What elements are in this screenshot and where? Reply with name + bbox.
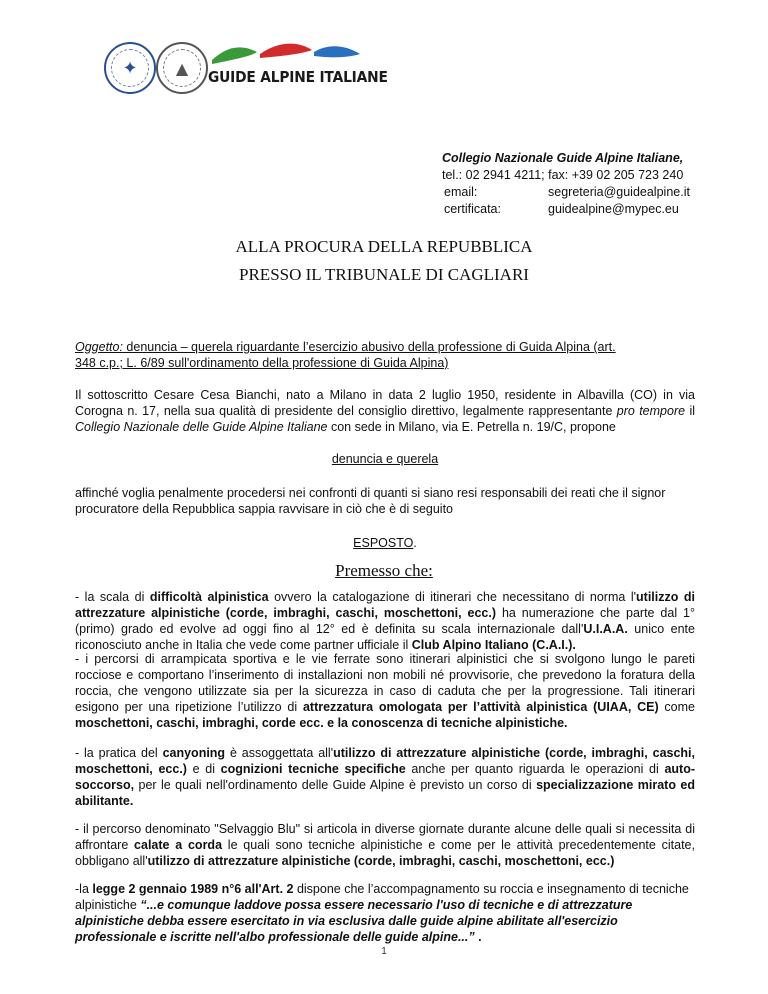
paragraph-arrampicata	[75, 651, 695, 731]
collegio-seal-icon: ✦	[104, 42, 156, 94]
email-row	[442, 184, 690, 201]
page-number: 1	[381, 946, 387, 957]
esposto-word: ESPOSTO	[353, 536, 414, 550]
email-value: segreteria@guidealpine.it	[548, 185, 690, 199]
premesso-heading	[0, 561, 768, 581]
intro-italic-collegio: Collegio Nazionale delle Guide Alpine Italiane	[75, 420, 328, 434]
p5-a: -la	[75, 882, 93, 896]
premesso-text: Premesso che:	[335, 561, 433, 580]
p3-e: e di	[186, 762, 221, 776]
paragraph-legge	[75, 881, 695, 945]
p1-b: difficoltà alpinistica	[149, 590, 269, 604]
p1-h: Club Alpino Italiano (C.A.I.).	[411, 638, 576, 652]
p3-b: canyoning	[162, 746, 226, 760]
recipient-line-2: PRESSO IL TRIBUNALE DI CAGLIARI	[239, 265, 529, 284]
paragraph-canyoning	[75, 745, 695, 809]
p3-d: utilizzo di attrezzature alpinistiche (corde, imbraghi, caschi, moschettoni, ecc.)	[75, 746, 696, 776]
p2-b: attrezzatura omologata per l’attività alpinistica (UIAA, CE)	[302, 700, 659, 714]
p5-d-quote: “...e comunque laddove possa essere necessario l'uso di tecniche e di attrezzature alpinistiche debba essere esercitato in via esclusiva dalle guide alpine abilitate all'esercizio professionale e iscritte nell'albo professionale delle guide alpine...”	[75, 898, 633, 944]
recipient-line-1: ALLA PROCURA DELLA REPUBBLICA	[235, 237, 533, 256]
p3-g: anche per quanto riguarda le operazioni di	[405, 762, 665, 776]
intro-italic-pro-tempore: pro tempore	[616, 404, 686, 418]
p2-d: moschettoni, caschi, imbraghi, corde ecc. e la conoscenza di tecniche alpinistiche.	[75, 716, 568, 730]
p1-f: U.I.A.A.	[583, 622, 628, 636]
esposto-dot: .	[413, 536, 417, 550]
org-name: Collegio Nazionale Guide Alpine Italiane,	[442, 151, 684, 165]
tricolor-wave-icon	[212, 40, 362, 66]
p1-e: ha numerazione che parte dal 1° (primo) grado ed evolve ad oggi fino al 12° ed è definita su scala internazionale dall'	[75, 606, 695, 636]
p1-c: ovvero la catalogazione di itinerari che necessitano di norma l'	[268, 590, 637, 604]
p1-a: - la scala di	[75, 590, 150, 604]
brand-name: GUIDE ALPINE ITALIANE	[208, 68, 388, 86]
paragraph-difficolta	[75, 589, 695, 653]
p4-b: calate a corda	[134, 838, 223, 852]
p1-d: utilizzo di attrezzature alpinistiche (corde, imbraghi, caschi, moschettoni, ecc.)	[75, 590, 695, 620]
p4-d: utilizzo di attrezzature alpinistiche (corde, imbraghi, caschi, moschettoni, ecc.)	[147, 854, 615, 868]
paragraph-selvaggio-blu	[75, 821, 695, 869]
p3-h: auto-soccorso,	[75, 762, 696, 792]
p5-c: dispone che l’accompagnamento su roccia e insegnamento di tecniche alpinistiche	[75, 882, 689, 912]
subject	[75, 339, 695, 371]
pec-label: certificata:	[444, 202, 501, 216]
intro-paragraph	[75, 387, 695, 435]
subject-text-2: 348 c.p.; L. 6/89 sull'ordinamento della professione di Guida Alpina)	[75, 356, 449, 370]
p3-c: è assoggettata all'	[225, 746, 334, 760]
p2-a: - i percorsi di arrampicata sportiva e le vie ferrate sono itinerari alpinistici che si svolgono lungo le pareti rocciose e comportano l’inserimento di installazioni non mobili né provvisorie, che prevedono la foratura della roccia, che vengono utilizzate sia per la sicurezza in caso di caduta che per la progressione. Tali itinerari esigono per una ripetizione l’utilizzo di	[75, 652, 695, 714]
pec-row	[442, 201, 690, 218]
p5-e: .	[474, 930, 482, 944]
header-logo	[104, 40, 388, 110]
subject-text-1: denuncia – querela riguardante l’esercizio abusivo della professione di Guida Alpina (art.	[122, 340, 616, 354]
email-label: email:	[444, 185, 478, 199]
p1-g: unico ente riconosciuto anche in Italia che vede come partner ufficiale il	[75, 622, 695, 652]
p4-c: le quali sono tecniche alpinistiche e come per le attività precedentemente citate, obbligano all'	[75, 838, 695, 868]
pec-value: guidealpine@mypec.eu	[548, 202, 679, 216]
denuncia-heading	[75, 451, 695, 467]
p3-a: - la pratica del	[75, 746, 163, 760]
esposto-heading	[75, 535, 695, 551]
p2-c: come	[658, 700, 696, 714]
phone-line: tel.: 02 2941 4211; fax: +39 02 205 723 240	[442, 168, 684, 182]
p4-a: - il percorso denominato "Selvaggio Blu" si articola in diverse giornate durante alcune delle quali si necessita di affrontare	[75, 822, 695, 852]
p5-b: legge 2 gennaio 1989 n°6 all'Art. 2	[92, 882, 294, 896]
contact-block	[442, 150, 690, 218]
denuncia-text: denuncia e querela	[331, 452, 439, 466]
intro-text-il: il	[685, 404, 695, 418]
affinche-paragraph: affinché voglia penalmente procedersi nei confronti di quanti si siano resi responsabili dei reati che il signor procuratore della Repubblica sappia ravvisare in ciò che è di seguito	[75, 486, 666, 516]
intro-text: Il sottoscritto Cesare Cesa Bianchi, nato a Milano in data 2 luglio 1950, residente in Albavilla (CO) in via Corogna n. 17, nella sua qualità di presidente del consiglio direttivo, legalmente rappresentante	[75, 388, 695, 418]
p3-i: per le quali nell'ordinamento delle Guide Alpine è previsto un corso di	[134, 778, 537, 792]
p3-j: specializzazione mirato ed abilitante.	[75, 778, 695, 808]
p3-f: cognizioni tecniche specifiche	[220, 762, 406, 776]
intro-text-end: con sede in Milano, via E. Petrella n. 19/C, propone	[327, 420, 616, 434]
mountain-seal-icon: ▲	[156, 42, 208, 94]
subject-label: Oggetto:	[75, 340, 123, 354]
